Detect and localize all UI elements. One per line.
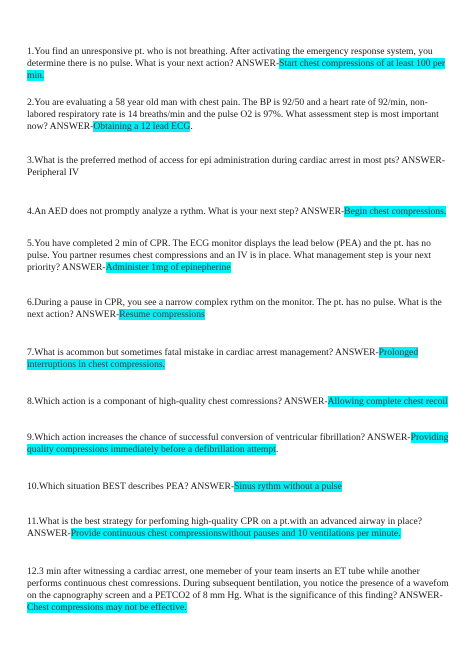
qa-item-9 (27, 432, 449, 456)
answer-5: Administer 1mg of epinepherine (105, 262, 231, 274)
question-12: 12.3 min after witnessing a cardiac arrest, one memeber of your team inserts an ET tube while another performs continuous chest comressions. During subsequent bentilation, you notice the presence of a wavefom on the capnography screen and a PETCO2 of 8 mm Hg. What is the significance of this finding? (27, 566, 449, 602)
question-7: 7.What is acommon but sometimes fatal mistake in cardiac arrest management? (27, 347, 334, 358)
answer-label-2: ANSWER- (49, 121, 94, 133)
qa-item-3 (27, 155, 449, 179)
qa-item-8 (27, 396, 449, 408)
answer-4: Begin chest compressions. (344, 206, 447, 217)
answer-suffix-2: . (190, 121, 193, 133)
question-5: 5.You have completed 2 min of CPR. The ECG monitor displays the lead below (PEA) and the pt. has no pulse. You partner resumes chest compressions and an IV is in place. What management step is your next priority? (27, 238, 432, 274)
qa-item-4 (27, 206, 449, 218)
answer-1: Start chest compressions of at least 100 per min. (27, 58, 446, 82)
qa-item-11 (27, 516, 449, 540)
answer-2: Obtaining a 12 lead ECG (93, 121, 191, 133)
answer-label-11: ANSWER- (27, 528, 71, 540)
answer-label-8: ANSWER- (283, 396, 328, 407)
answer-label-1: ANSWER- (235, 58, 280, 70)
question-11: 11.What is the best strategy for perfoming high-quality CPR on a pt.with an advanced airway in place? (27, 516, 423, 527)
answer-label-7: ANSWER- (334, 347, 379, 358)
question-1: 1.You find an unresponsive pt. who is not breathing. After activating the emergency response system, you determine there is no pulse. What is your next action? (27, 46, 433, 70)
answer-10: Sinus rythm without a pulse (234, 481, 342, 492)
question-4: 4.An AED does not promptly analyze a rythm. What is your next step? (27, 206, 299, 217)
question-6: 6.During a pause in CPR, you see a narrow complex rythm on the monitor. The pt. has no pulse. What is the next action? (27, 297, 442, 321)
answer-label-6: ANSWER- (75, 309, 120, 321)
qa-item-6 (27, 297, 449, 321)
answer-suffix-9: . (275, 444, 279, 456)
question-10: 10.Which situation BEST describes PEA? (27, 481, 189, 492)
qa-item-7 (27, 347, 449, 371)
answer-label-5: ANSWER- (61, 262, 106, 274)
answer-label-10: ANSWER- (190, 481, 235, 492)
question-2: 2.You are evaluating a 58 year old man with chest pain. The BP is 92/50 and a heart rate of 92/min, non-labored respiratory rate is 14 breaths/min and the pulse O2 is 97%. What assessment step is most important now? (27, 97, 439, 133)
answer-label-12: ANSWER- (399, 590, 443, 602)
answer-label-4: ANSWER- (300, 206, 345, 217)
answer-label-9: ANSWER- (366, 432, 411, 443)
answer-11: Provide continuous chest compressionswithout pauses and 10 ventilations per minute. (70, 528, 401, 540)
question-9: 9.Which action increases the chance of successful conversion of ventricular fibrillation? (27, 432, 366, 443)
qa-item-1 (27, 46, 449, 82)
answer-9: Providing quality compressions immediately before a defibrillation attempt (27, 432, 449, 456)
question-3: 3.What is the preferred method of access for epi administration during cardiac arrest in most pts? (27, 155, 400, 166)
question-8: 8.Which action is a componant of high-quality chest comressions? (27, 396, 282, 407)
answer-12: Chest compressions may not be effective. (27, 602, 187, 614)
qa-item-2 (27, 97, 449, 133)
answer-8: Allowing complete chest recoil (327, 396, 448, 407)
document-page (27, 0, 449, 670)
qa-item-12 (27, 566, 449, 614)
qa-item-5 (27, 238, 449, 274)
qa-item-10 (27, 481, 449, 493)
answer-label-3: ANSWER-Peripheral IV (27, 155, 446, 179)
answer-7: Prolonged interruptions in chest compressions. (27, 347, 419, 371)
answer-6: Resume compressions (119, 309, 205, 321)
